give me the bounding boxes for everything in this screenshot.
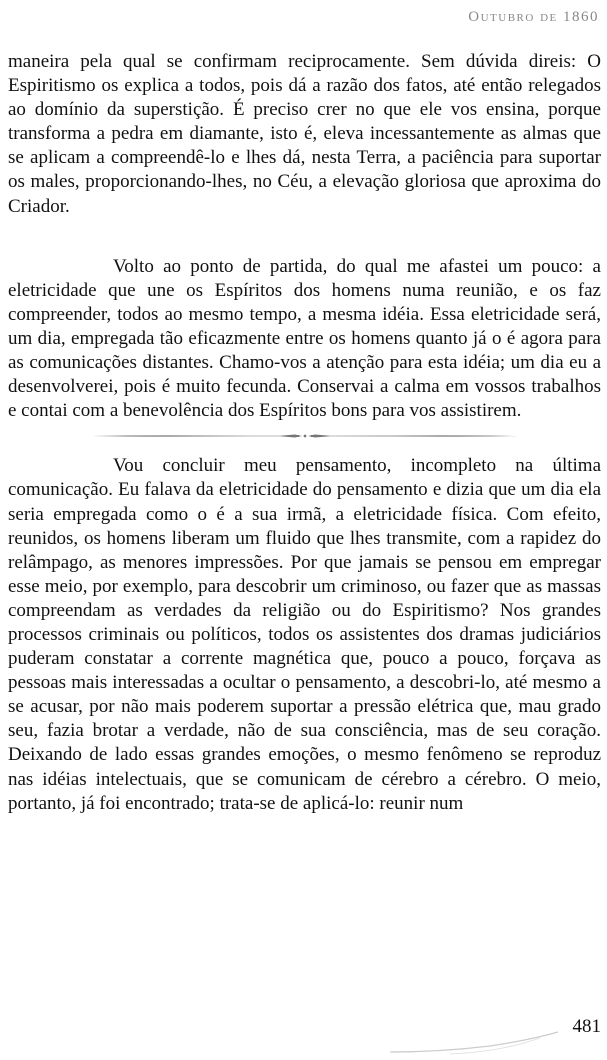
footer-swash-ornament [390, 1018, 560, 1058]
page-body [8, 50, 601, 816]
paragraph-3: Vou concluir meu pensamento, incompleto na última comunicação. Eu falava da eletricidade do pensamento e dizia que um dia ela seria empregada como o é a sua irmã, a eletricidade física. Com efeito, reunidos, os homens liberam um fluido que lhes transmite, com a rapidez do relâmpago, as menores impressões. Por que jamais se pensou em empregar esse meio, por exemplo, para descobrir um criminoso, ou fazer que as massas compreendam as verdades da religião ou do Espiritismo? Nos grandes processos criminais ou políticos, todos os assistentes dos dramas judiciários puderam constatar a corrente magnética que, pouco a pouco, forçava as pessoas mais interessadas a ocultar o pensamento, a descobri-lo, até mesmo a se acusar, por não mais poderem suportar a pressão elétrica que, mau grado seu, fazia brotar a verdade, não de sua consciência, mas de seu coração. Deixando de lado essas grandes emoções, o mesmo fenômeno se reproduz nas idéias intelectuais, que se comunicam de cérebro a cérebro. O meio, portanto, já foi encontrado; trata-se de aplicá-lo: reunir num [8, 455, 601, 814]
paragraph-1: maneira pela qual se confirmam reciprocamente. Sem dúvida direis: O Espiritismo os explica a todos, pois dá a razão dos fatos, até então relegados ao domínio da superstição. É preciso crer no que ele vos ensina, porque transforma a pedra em diamante, isto é, eleva incessantemente as almas que se aplicam a compreendê-lo e lhes dá, nesta Terra, a paciência para suportar os males, proporcionando-lhes, no Céu, a elevação gloriosa que aproxima do Criador. [8, 51, 601, 217]
section-divider-ornament [90, 430, 520, 442]
paragraph-2: Volto ao ponto de partida, do qual me afastei um pouco: a eletricidade que une os Espíritos dos homens numa reunião, e os faz compreender, todos ao mesmo tempo, a mesma idéia. Essa eletricidade será, um dia, empregada tão eficazmente entre os homens quanto já o é agora para as comunicações distantes. Chamo-vos a atenção para esta idéia; um dia eu a desenvolverei, pois é muito fecunda. Conservai a calma em vossos trabalhos e contai com a benevolência dos Espíritos bons para vos assistirem. [8, 255, 601, 422]
page-number: 481 [572, 1016, 601, 1037]
page-footer [0, 990, 607, 1060]
running-header: Outubro de 1860 [468, 9, 599, 25]
paragraph-spacer [8, 219, 601, 255]
